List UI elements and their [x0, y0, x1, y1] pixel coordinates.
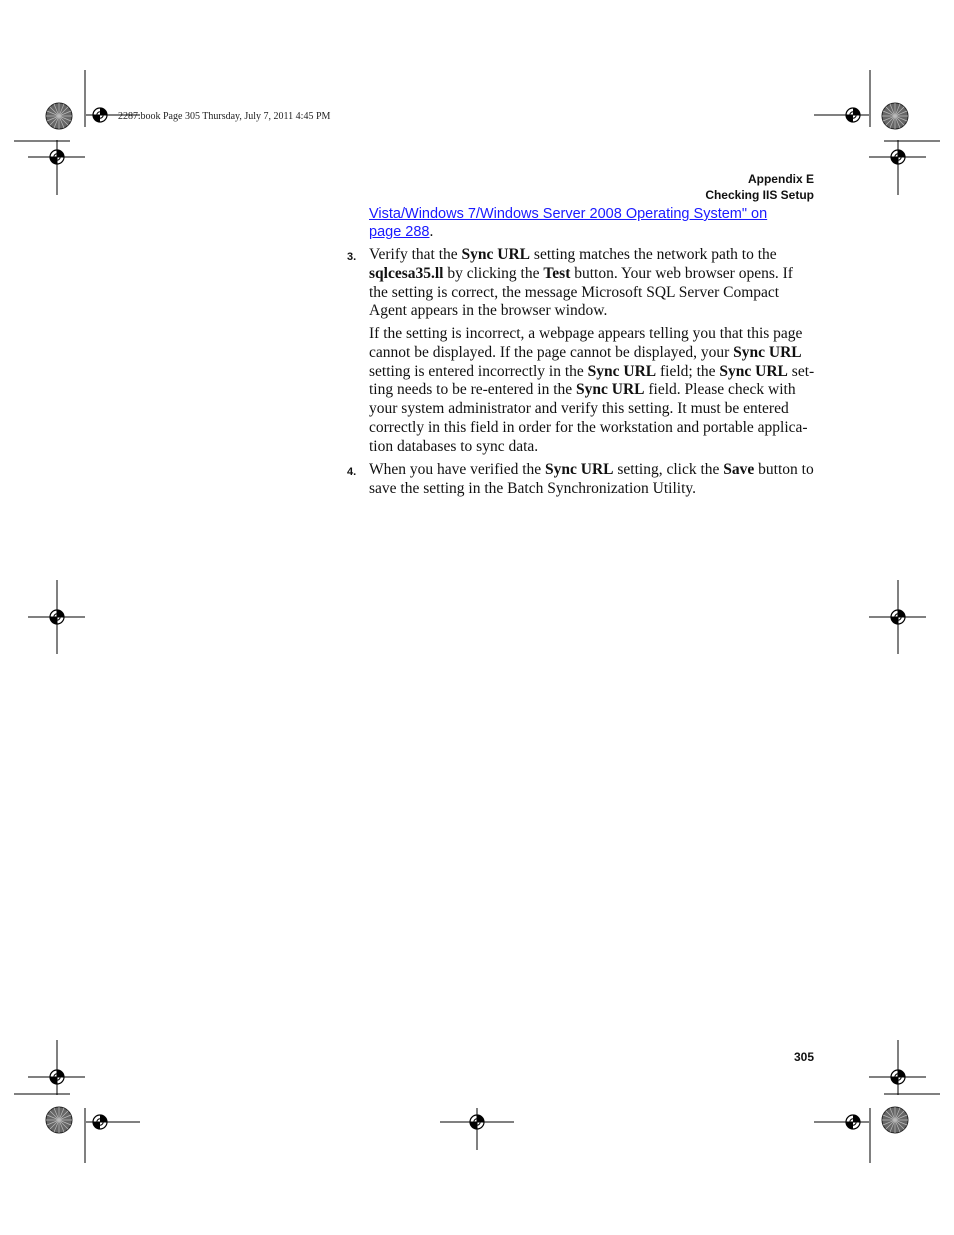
term-filename: sqlcesa35.ll — [369, 264, 444, 282]
text: by clicking the — [443, 264, 544, 282]
text: setting matches the network path to the — [530, 246, 777, 263]
term-sync-url: Sync URL — [545, 461, 614, 478]
term-save-button: Save — [723, 461, 755, 478]
term-test-button: Test — [543, 264, 571, 282]
text: When you have verified the — [369, 461, 546, 478]
link-period: . — [429, 223, 434, 240]
step-number: 3. — [347, 251, 357, 263]
text-line: If the setting is incorrect, a webpage appears telling you that this page — [369, 325, 803, 342]
text-line: save the setting in the Batch Synchronization Utility. — [369, 479, 697, 497]
text: button to — [754, 461, 814, 478]
term-sync-url: Sync URL — [719, 362, 788, 380]
text: button. Your web browser opens. If — [570, 264, 793, 282]
text: ting needs to be re-entered in the — [369, 381, 577, 399]
text: field. Please check with — [644, 381, 796, 399]
text: Verify that the — [369, 246, 462, 263]
term-sync-url: Sync URL — [461, 246, 531, 263]
text-line: the setting is correct, the message Microsoft SQL Server Compact — [369, 283, 780, 301]
text: setting, click the — [613, 461, 724, 478]
text-line: your system administrator and verify this setting. It must be entered — [369, 400, 789, 418]
running-header-appendix: Appendix E — [747, 172, 814, 186]
text: field; the — [656, 362, 720, 380]
cross-reference-link-line1[interactable]: Vista/Windows 7/Windows Server 2008 Operating System" on — [369, 206, 768, 222]
term-sync-url: Sync URL — [733, 343, 802, 361]
term-sync-url: Sync URL — [587, 362, 657, 380]
page-number: 305 — [793, 1050, 814, 1064]
cross-reference-link-page[interactable]: page 288 — [369, 224, 430, 240]
text: cannot be displayed. If the page cannot be displayed, your — [369, 343, 734, 361]
term-sync-url: Sync URL — [576, 381, 645, 399]
text-line: correctly in this field in order for the workstation and portable applica- — [369, 418, 808, 436]
text-line: tion databases to sync data. — [369, 437, 539, 455]
text-line: Agent appears in the browser window. — [369, 302, 608, 320]
text: setting is entered incorrectly in the — [369, 362, 588, 380]
print-slug: 2287.book Page 305 Thursday, July 7, 2011 4:45 PM — [118, 111, 331, 122]
running-header-section: Checking IIS Setup — [705, 188, 814, 202]
step-number: 4. — [347, 466, 357, 478]
text: set- — [787, 362, 815, 380]
